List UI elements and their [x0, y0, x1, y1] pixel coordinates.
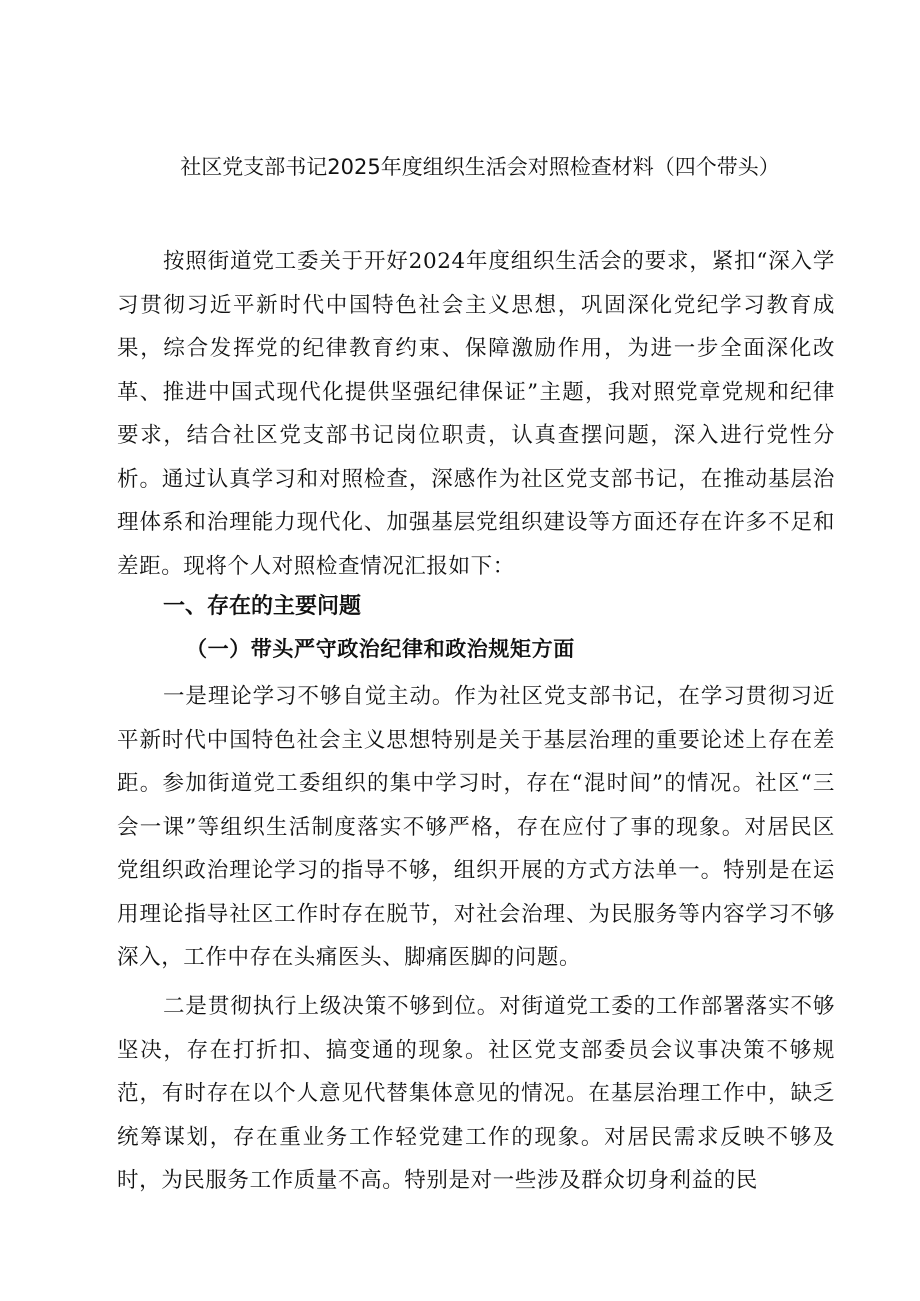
- body-paragraph-1: 一是理论学习不够自觉主动。作为社区党支部书记，在学习贯彻习近平新时代中国特色社会主义思想特别是关于基层治理的重要论述上存在差距。参加街道党工委组织的集中学习时，存在“混时间”的情况。社区“三会一课”等组织生活制度落实不够严格，存在应付了事的现象。对居民区党组织政治理论学习的指导不够，组织开展的方式方法单一。特别是在运用理论指导社区工作时存在脱节，对社会治理、为民服务等内容学习不够深入，工作中存在头痛医头、脚痛医脚的问题。: [117, 684, 835, 970]
- subsection-heading: （一）带头严守政治纪律和政治规矩方面: [186, 636, 575, 661]
- section-heading: 一、存在的主要问题: [163, 594, 362, 619]
- document-title: 社区党支部书记2025年度组织生活会对照检查材料（四个带头）: [180, 155, 780, 179]
- body-paragraph-2: 二是贯彻执行上级决策不够到位。对街道党工委的工作部署落实不够坚决，存在打折扣、搞变通的现象。社区党支部委员会议事决策不够规范，有时存在以个人意见代替集体意见的情况。在基层治理工作中，缺乏统筹谋划，存在重业务工作轻党建工作的现象。对居民需求反映不够及时，为民服务工作质量不高。特别是对一些涉及群众切身利益的民: [117, 994, 835, 1193]
- intro-paragraph: 按照街道党工委关于开好2024年度组织生活会的要求，紧扣“深入学习贯彻习近平新时代中国特色社会主义思想，巩固深化党纪学习教育成果，综合发挥党的纪律教育约束、保障激励作用，为进一步全面深化改革、推进中国式现代化提供坚强纪律保证”主题，我对照党章党规和纪律要求，结合社区党支部书记岗位职责，认真查摆问题，深入进行党性分析。通过认真学习和对照检查，深感作为社区党支部书记，在推动基层治理体系和治理能力现代化、加强基层党组织建设等方面还存在许多不足和差距。现将个人对照检查情况汇报如下：: [117, 249, 835, 579]
